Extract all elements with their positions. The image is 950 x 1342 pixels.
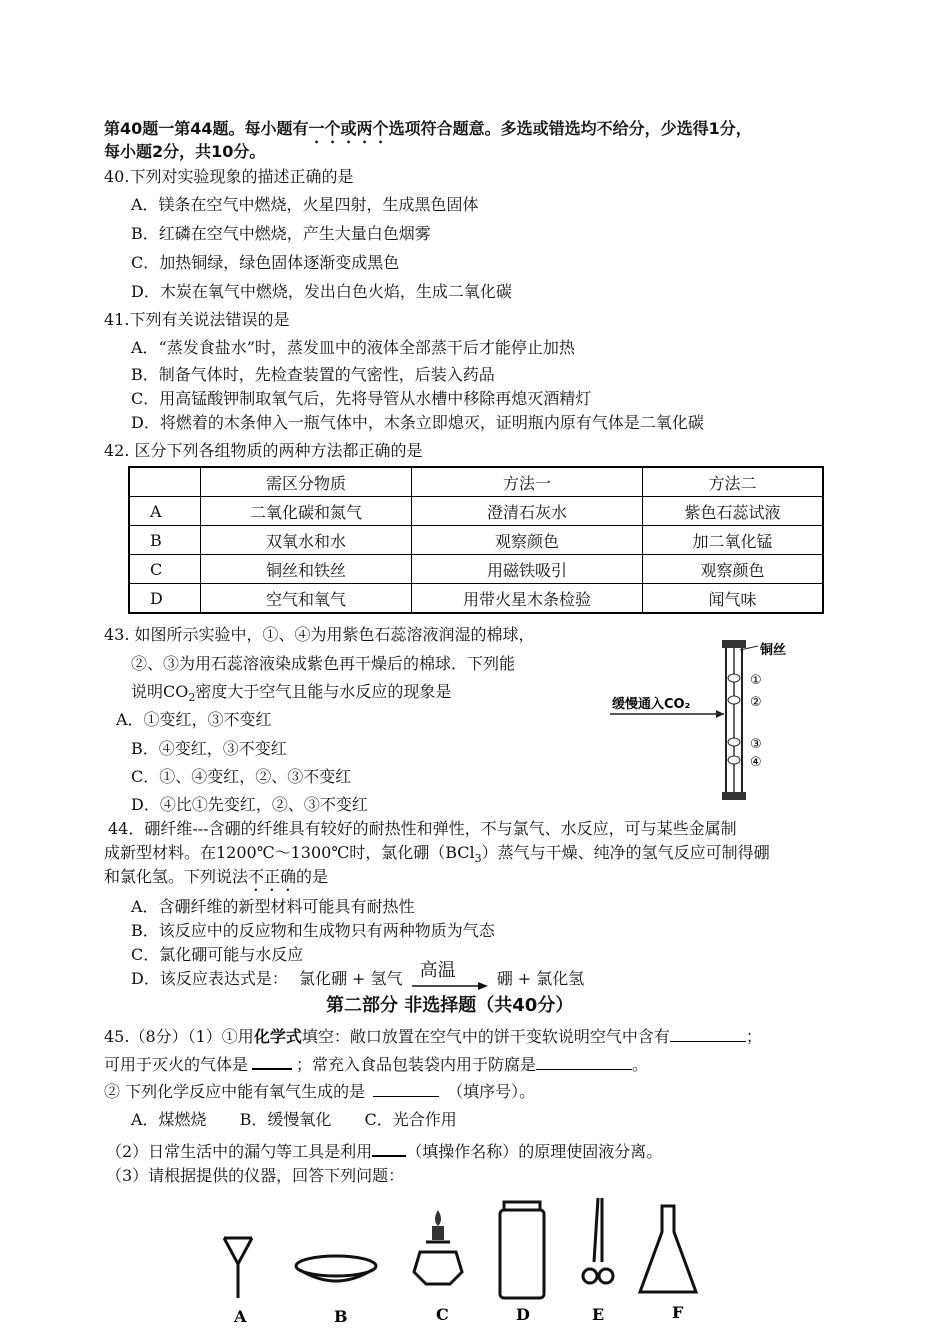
ball-label-2: ② — [750, 695, 762, 710]
arrow-icon — [412, 982, 488, 990]
reaction-arrow — [408, 960, 488, 990]
q44-option-d-prefix: D．该反应表达式是： — [131, 969, 288, 988]
cotton-ball-2 — [728, 696, 740, 704]
q45-line-3a: ② 下列化学反应中能有氧气生成的是 — [104, 1082, 366, 1101]
gas-jar-icon — [500, 1202, 544, 1298]
q44-line-1: 44．硼纤维---含硼的纤维具有较好的耐热性和弹性，不与氯气、水反应，可与某些金属制 — [108, 819, 737, 838]
instrument-label-d: D — [516, 1305, 530, 1324]
instrument-label-f: F — [672, 1303, 684, 1322]
inlet-label: 缓慢通入CO₂ — [612, 697, 691, 712]
table-cell: C — [129, 555, 201, 584]
q45-line-1 — [104, 1025, 762, 1048]
q44-products: 硼 + 氯化氢 — [496, 969, 585, 988]
evaporating-dish-icon — [296, 1256, 376, 1281]
instructions-text-a: 第40题一第44题。每小题有 — [104, 119, 309, 138]
alcohol-lamp-icon — [414, 1210, 462, 1284]
q45-option-c: C．光合作用 — [364, 1110, 457, 1129]
q44-option-c: C．氯化硼可能与水反应 — [131, 945, 304, 964]
q45-line-2b: ；常充入食品包装袋内用于防腐是 — [296, 1055, 537, 1074]
q44-reactants: 氯化硼 + 氢气 — [298, 969, 403, 988]
q40-stem: 40.下列对实验现象的描述正确的是 — [104, 167, 354, 186]
q45-line-5b: （填操作名称）的原理使固液分离。 — [406, 1142, 663, 1161]
answer-blank-4[interactable] — [373, 1080, 439, 1097]
q45-line-5a: （2）日常生活中的漏勺等工具是利用 — [106, 1142, 373, 1161]
q45-options — [131, 1109, 457, 1131]
table-row — [129, 584, 823, 614]
q44-subscript: 3 — [474, 852, 482, 866]
q41-option-c: C．用高锰酸钾制取氧气后，先将导管从水槽中移除再熄灭酒精灯 — [131, 389, 592, 408]
table-row — [129, 555, 823, 584]
table-cell: 闻气味 — [643, 584, 824, 614]
table-cell: 双氧水和水 — [201, 526, 412, 555]
wire-label: 铜丝 — [760, 643, 787, 658]
table-header-cell: 方法二 — [643, 467, 824, 497]
q43-line-3a: 说明CO — [131, 682, 189, 701]
instrument-label-e: E — [592, 1305, 605, 1324]
q41-option-d: D．将燃着的木条伸入一瓶气体中，木条立即熄灭，证明瓶内原有气体是二氧化碳 — [131, 413, 704, 432]
table-cell: D — [129, 584, 201, 614]
answer-blank-5[interactable] — [372, 1139, 406, 1157]
funnel-icon — [224, 1238, 252, 1298]
q43-line-3b: 密度大于空气且能与水反应的现象是 — [195, 682, 452, 701]
q44-option-a: A．含硼纤维的新型材料可能具有耐热性 — [131, 897, 415, 916]
q45-line-3 — [104, 1080, 535, 1103]
table-header-cell: 需区分物质 — [201, 467, 412, 497]
q41-option-a: A．“蒸发食盐水”时，蒸发皿中的液体全部蒸干后才能停止加热 — [131, 338, 575, 357]
conical-flask-icon — [640, 1206, 696, 1292]
q40-option-d: D．木炭在氧气中燃烧，发出白色火焰，生成二氧化碳 — [131, 282, 512, 301]
table-cell: 铜丝和铁丝 — [201, 555, 412, 584]
cotton-ball-4 — [728, 756, 740, 764]
q40-option-b: B．红磷在空气中燃烧，产生大量白色烟雾 — [131, 224, 431, 243]
instructions-line-2: 每小题2分，共10分。 — [104, 142, 266, 161]
q45-line-1c: 填空：敞口放置在空气中的饼干变软说明空气中含有 — [301, 1027, 670, 1046]
q40-option-c: C．加热铜绿，绿色固体逐渐变成黑色 — [131, 253, 400, 272]
answer-blank-2[interactable] — [252, 1052, 292, 1070]
ball-label-1: ① — [750, 673, 762, 688]
q41-option-b: B．制备气体时，先检查装置的气密性，后装入药品 — [131, 365, 495, 384]
q43-apparatus-figure — [600, 636, 820, 806]
table-cell: A — [129, 497, 201, 526]
table-cell: 紫色石蕊试液 — [643, 497, 824, 526]
q43-line-2: ②、③为用石蕊溶液染成紫色再干燥后的棉球．下列能 — [131, 654, 516, 673]
q44-option-d — [131, 960, 585, 990]
answer-blank-1[interactable] — [670, 1025, 746, 1042]
table-row — [129, 497, 823, 526]
ball-label-3: ③ — [750, 737, 762, 752]
q45-option-b: B．缓慢氧化 — [239, 1110, 332, 1129]
table-row — [129, 526, 823, 555]
table-cell: 用带火星木条检验 — [412, 584, 643, 614]
q43-option-d: D．④比①先变红，②、③不变红 — [131, 795, 368, 814]
cotton-ball-3 — [728, 738, 740, 746]
q45-line-1d: ； — [745, 1027, 762, 1046]
q41-stem: 41.下列有关说法错误的是 — [104, 310, 290, 329]
q43-option-c: C．①、④变红，②、③不变红 — [131, 767, 352, 786]
q45-line-2 — [104, 1052, 648, 1076]
q42-table — [128, 466, 824, 614]
q44-line-3a: 和氯化氢。下列说法 — [104, 867, 249, 886]
table-cell: B — [129, 526, 201, 555]
q42-stem: 42. 区分下列各组物质的两种方法都正确的是 — [104, 441, 423, 460]
table-header-cell: 方法一 — [412, 467, 643, 497]
answer-blank-3[interactable] — [536, 1053, 632, 1070]
table-header-row — [129, 467, 823, 497]
ball-label-4: ④ — [750, 755, 762, 770]
q43-line-1: 43. 如图所示实验中，①、④为用紫色石蕊溶液润湿的棉球， — [104, 625, 535, 644]
q44-line-2a: 成新型材料。在1200℃～1300℃时，氯化硼（BCl — [104, 843, 475, 862]
table-cell: 用磁铁吸引 — [412, 555, 643, 584]
q45-keyword: 化学式 — [253, 1027, 302, 1046]
part2-title: 第二部分 非选择题（共40分） — [326, 995, 574, 1016]
inlet-arrowhead — [716, 710, 724, 718]
q44-line-3 — [104, 866, 328, 895]
crucible-tongs-icon — [583, 1198, 613, 1283]
q43-subscript: 2 — [188, 691, 196, 705]
table-cell: 空气和氧气 — [201, 584, 412, 614]
instrument-label-a: A — [234, 1307, 247, 1326]
q43-line-3 — [131, 681, 451, 709]
q44-option-b: B．该反应中的反应物和生成物只有两种物质为气态 — [131, 921, 495, 940]
table-cell: 加二氧化锰 — [643, 526, 824, 555]
table-header-cell — [129, 467, 201, 497]
q43-option-b: B．④变红，③不变红 — [131, 739, 287, 758]
q44-emphasis: 不正确 — [248, 867, 297, 886]
instructions-emphasis: 一个或两个 — [308, 119, 389, 138]
q44-line-2b: ）蒸气与干燥、纯净的氢气反应可制得硼 — [481, 843, 770, 862]
table-cell: 二氧化碳和氮气 — [201, 497, 412, 526]
cotton-ball-1 — [728, 674, 740, 682]
instruments-figure — [210, 1192, 720, 1332]
q45-line-2c: 。 — [632, 1055, 649, 1074]
q45-option-a: A．煤燃烧 — [131, 1110, 207, 1129]
q45-line-6: （3）请根据提供的仪器，回答下列问题： — [106, 1166, 405, 1185]
table-cell: 观察颜色 — [643, 555, 824, 584]
q45-line-2a: 可用于灭火的气体是 — [104, 1055, 249, 1074]
q45-line-1a: 45.（8分）（1）①用 — [104, 1027, 254, 1046]
reaction-condition: 高温 — [419, 960, 456, 981]
q44-line-3b: 的是 — [296, 867, 329, 886]
instructions-text-b: 选项符合题意。多选或错选均不给分，少选得1分， — [388, 119, 752, 138]
q45-line-5 — [106, 1139, 662, 1163]
q43-option-a: A．①变红，③不变红 — [116, 710, 272, 729]
table-cell: 澄清石灰水 — [412, 497, 643, 526]
q45-line-3b: （填序号）。 — [447, 1082, 536, 1101]
instrument-label-c: C — [436, 1305, 449, 1324]
q40-option-a: A．镁条在空气中燃烧，火星四射，生成黑色固体 — [131, 195, 479, 214]
instrument-label-b: B — [334, 1307, 348, 1326]
table-cell: 观察颜色 — [412, 526, 643, 555]
